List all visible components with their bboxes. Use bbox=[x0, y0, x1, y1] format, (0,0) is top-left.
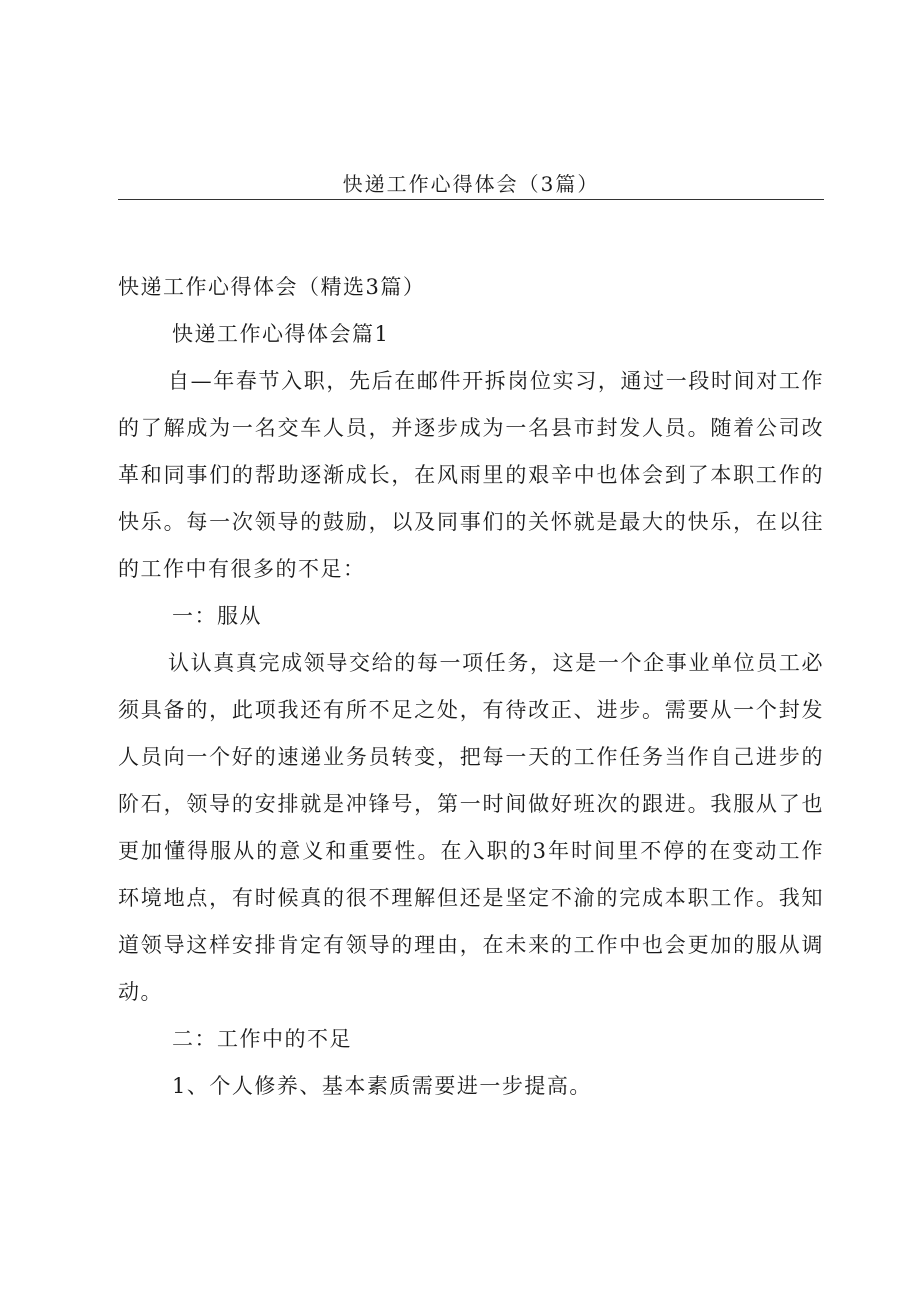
heading-obey: 一：服从 bbox=[172, 604, 262, 628]
list-item-1: 1、个人修养、基本素质需要进一步提高。 bbox=[172, 1074, 592, 1098]
header-divider bbox=[118, 199, 824, 200]
document-subtitle: 快递工作心得体会（精选3篇） bbox=[118, 275, 426, 299]
paragraph-obey: 认认真真完成领导交给的每一项任务，这是一个企事业单位员工必须具备的，此项我还有所不足之处，有待改正、进步。需要从一个封发人员向一个好的速递业务员转变，把每一天的工作任务当作自己进步的阶石，领导的安排就是冲锋号，第一时间做好班次的跟进。我服从了也更加懂得服从的意义和重要性。在入职的3年时间里不停的在变动工作环境地点，有时候真的很不理解但还是坚定不渝的完成本职工作。我知道领导这样安排肯定有领导的理由，在未来的工作中也会更加的服从调动。 bbox=[118, 651, 824, 1004]
document-body bbox=[118, 264, 824, 1110]
page-header-title: 快递工作心得体会（3篇） bbox=[342, 172, 600, 196]
heading-shortcomings: 二：工作中的不足 bbox=[172, 1027, 352, 1051]
section-title: 快递工作心得体会篇1 bbox=[172, 322, 390, 346]
paragraph-intro: 自—年春节入职，先后在邮件开拆岗位实习，通过一段时间对工作的了解成为一名交车人员，并逐步成为一名县市封发人员。随着公司改革和同事们的帮助逐渐成长，在风雨里的艰辛中也体会到了本职工作的快乐。每一次领导的鼓励，以及同事们的关怀就是最大的快乐，在以往的工作中有很多的不足： bbox=[118, 369, 824, 581]
